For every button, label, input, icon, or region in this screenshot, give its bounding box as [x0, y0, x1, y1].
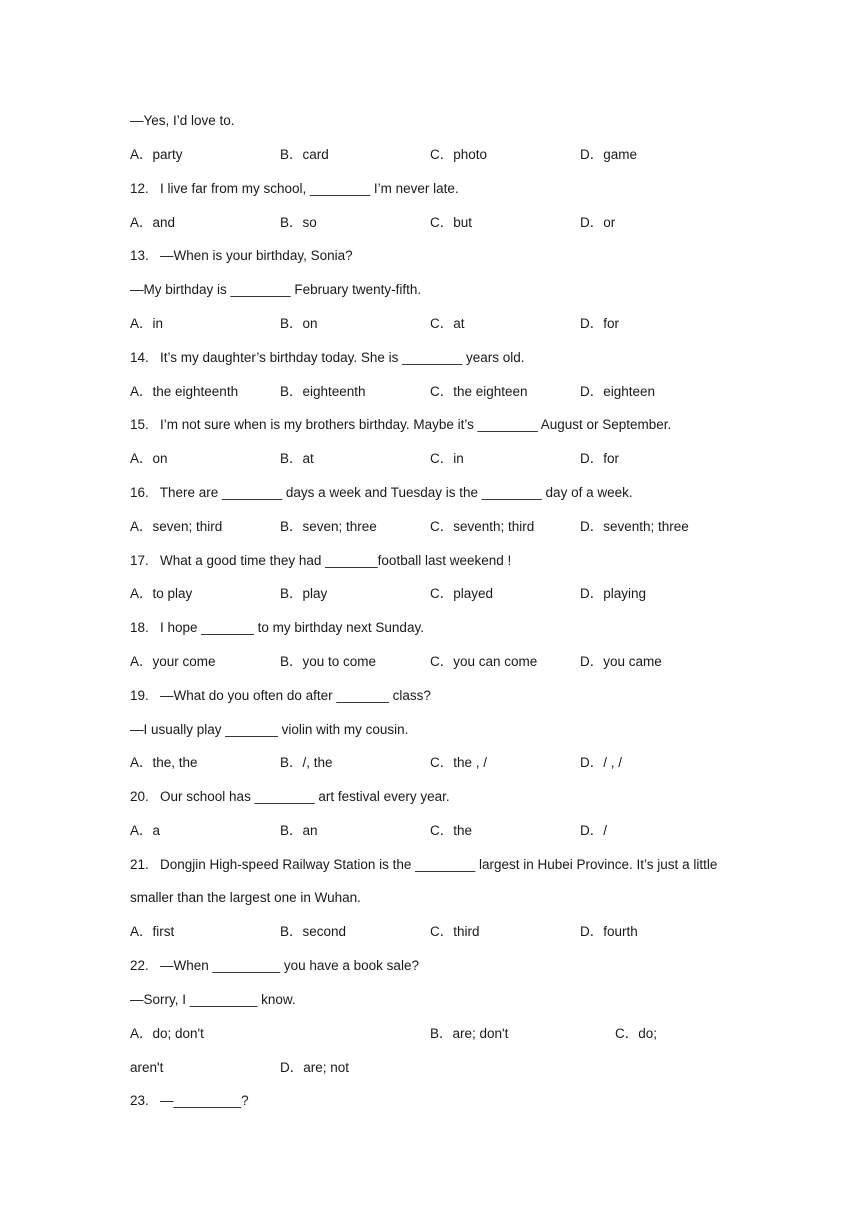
option-d: D．fourth	[580, 924, 638, 939]
option-a: A．first	[130, 924, 175, 939]
option-a: A．to play	[130, 586, 193, 601]
option-a: A．the, the	[130, 755, 198, 770]
option-d: D．for	[580, 316, 620, 331]
question-16: 16. There are ________ days a week and Tuesday is the ________ day of a week.	[130, 485, 633, 500]
option-c: C．seventh; third	[430, 519, 535, 534]
option-d: D．/	[580, 823, 607, 838]
option-d: D．seventh; three	[580, 519, 689, 534]
option-c: C．the , /	[430, 755, 488, 770]
option-c-continued: aren't	[130, 1060, 164, 1075]
option-a: A．the eighteenth	[130, 384, 239, 399]
question-21: 21. Dongjin High-speed Railway Station is the ________ largest in Hubei Province. It’s just a little	[130, 857, 718, 872]
option-b: B．at	[280, 451, 314, 466]
option-c: C．third	[430, 924, 480, 939]
option-d: D．eighteen	[580, 384, 656, 399]
question-18: 18. I hope _______ to my birthday next Sunday.	[130, 620, 424, 635]
question-12: 12. I live far from my school, ________ I’m never late.	[130, 181, 459, 196]
option-a: A．party	[130, 147, 183, 162]
option-c: C．played	[430, 586, 494, 601]
question-22: 22. —When _________ you have a book sale?	[130, 958, 419, 973]
answer-line: —Yes, I’d love to.	[130, 113, 235, 128]
option-b: B．second	[280, 924, 347, 939]
option-d: D．you came	[580, 654, 662, 669]
question-14: 14. It’s my daughter’s birthday today. She is ________ years old.	[130, 350, 525, 365]
option-b: B．eighteenth	[280, 384, 366, 399]
option-d: D．/ , /	[580, 755, 623, 770]
option-b: B．are; don't	[430, 1026, 509, 1041]
option-c: C．do;	[615, 1026, 658, 1041]
question-19-reply: —I usually play _______ violin with my cousin.	[130, 722, 409, 737]
option-a: A．on	[130, 451, 168, 466]
question-13: 13. —When is your birthday, Sonia?	[130, 248, 353, 263]
option-c: C．you can come	[430, 654, 538, 669]
option-d: D．playing	[580, 586, 647, 601]
option-c: C．at	[430, 316, 465, 331]
option-b: B．on	[280, 316, 318, 331]
question-23: 23. —_________?	[130, 1093, 249, 1108]
option-c: C．photo	[430, 147, 488, 162]
option-a: A．your come	[130, 654, 216, 669]
option-b: B．/, the	[280, 755, 333, 770]
question-17: 17. What a good time they had _______football last weekend !	[130, 553, 512, 568]
option-a: A．seven; third	[130, 519, 223, 534]
option-d: D．for	[580, 451, 620, 466]
option-c: C．the eighteen	[430, 384, 528, 399]
option-c: C．but	[430, 215, 473, 230]
question-21-continued: smaller than the largest one in Wuhan.	[130, 890, 361, 905]
question-19: 19. —What do you often do after _______ class?	[130, 688, 431, 703]
question-20: 20. Our school has ________ art festival every year.	[130, 789, 450, 804]
option-b: B．you to come	[280, 654, 377, 669]
question-22-reply: —Sorry, I _________ know.	[130, 992, 296, 1007]
option-d: D．or	[580, 215, 616, 230]
question-15: 15. I’m not sure when is my brothers birthday. Maybe it’s ________ August or September.	[130, 417, 672, 432]
option-b: B．so	[280, 215, 317, 230]
option-c: C．in	[430, 451, 464, 466]
option-b: B．play	[280, 586, 328, 601]
option-b: B．an	[280, 823, 318, 838]
option-a: A．a	[130, 823, 161, 838]
option-a: A．in	[130, 316, 164, 331]
option-c: C．the	[430, 823, 473, 838]
option-d: D．are; not	[280, 1060, 350, 1075]
option-b: B．seven; three	[280, 519, 377, 534]
option-d: D．game	[580, 147, 638, 162]
option-b: B．card	[280, 147, 329, 162]
option-a: A．and	[130, 215, 176, 230]
option-a: A．do; don't	[130, 1026, 204, 1041]
question-13-reply: —My birthday is ________ February twenty-fifth.	[130, 282, 422, 297]
